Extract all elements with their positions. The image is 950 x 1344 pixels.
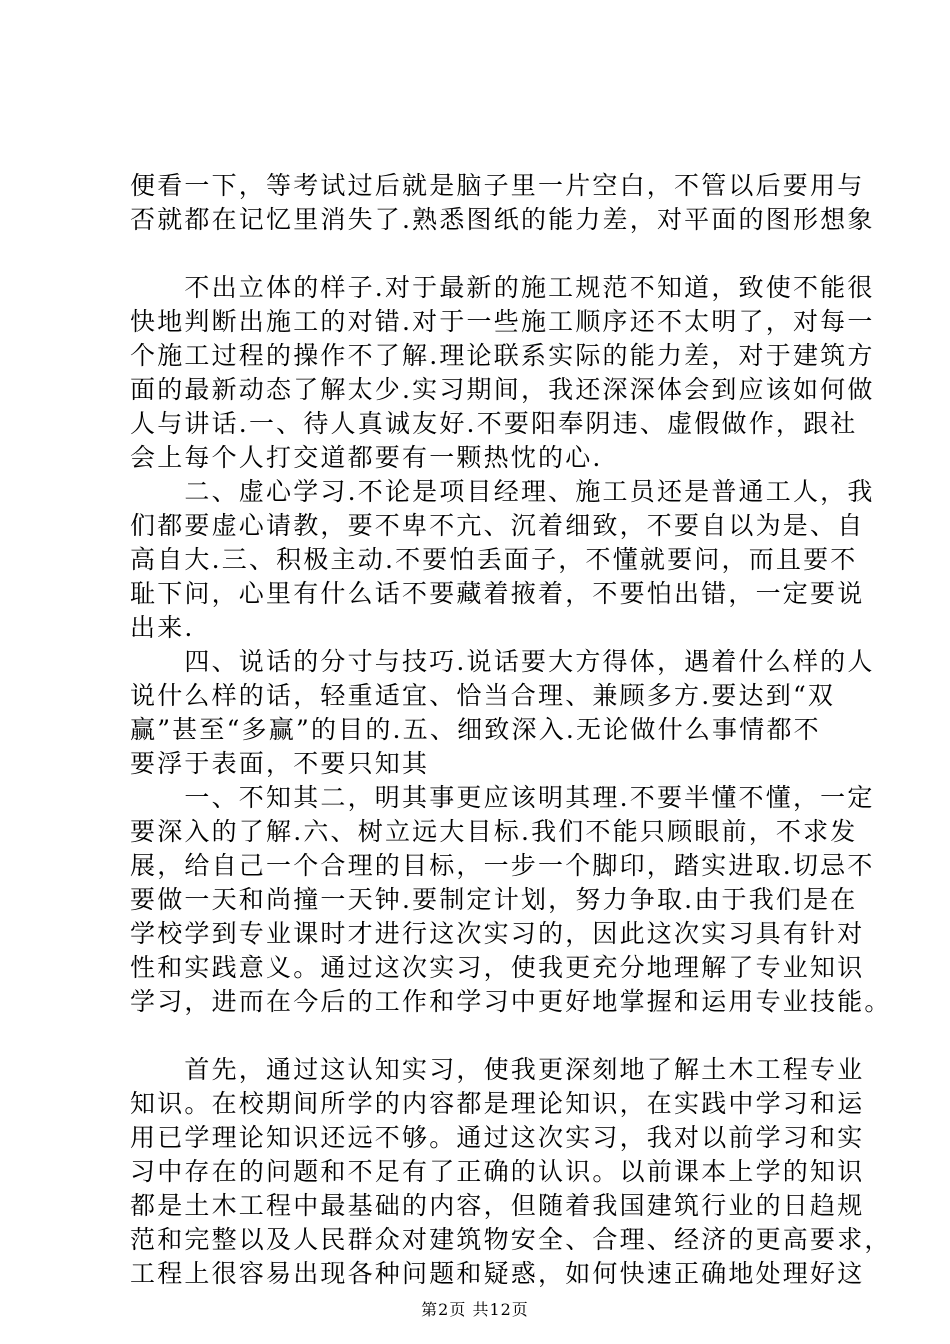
text-line: 用已学理论知识还远不够。通过这次实习，我对以前学习和实 [130,1123,865,1152]
text-line: 要深入的了解.六、树立远大目标.我们不能只顾眼前，不求发 [130,817,858,846]
text-line: 工程上很容易出现各种问题和疑惑，如何快速正确地处理好这 [130,1259,865,1288]
text-line: 首先，通过这认知实习，使我更深刻地了解土木工程专业 [130,1055,865,1084]
text-line: 展，给自己一个合理的目标，一步一个脚印，踏实进取.切忌不 [130,851,875,880]
text-line: 一、不知其二，明其事更应该明其理.不要半懂不懂，一定 [130,783,875,812]
text-line: 性和实践意义。通过这次实习，使我更充分地理解了专业知识 [130,953,865,982]
text-line: 习中存在的问题和不足有了正确的认识。以前课本上学的知识 [130,1157,865,1186]
text-line: 们都要虚心请教，要不卑不亢、沉着细致，不要自以为是、自 [130,511,865,540]
text-line: 说什么样的话，轻重适宜、恰当合理、兼顾多方.要达到“双 [130,681,836,710]
text-line: 高自大.三、积极主动.不要怕丢面子，不懂就要问，而且要不 [130,545,858,574]
text-line: 二、虚心学习.不论是项目经理、施工员还是普通工人，我 [130,477,875,506]
text-line: 四、说话的分寸与技巧.说话要大方得体，遇着什么样的人 [130,647,875,676]
text-line: 不出立体的样子.对于最新的施工规范不知道，致使不能很 [130,273,875,302]
text-line: 人与讲话.一、待人真诚友好.不要阳奉阴违、虚假做作，跟社 [130,409,858,438]
text-line: 快地判断出施工的对错.对于一些施工顺序还不太明了，对每一 [130,307,875,336]
text-line: 面的最新动态了解太少.实习期间，我还深深体会到应该如何做 [130,375,875,404]
text-line: 便看一下，等考试过后就是脑子里一片空白，不管以后要用与 [130,171,865,200]
text-line: 个施工过程的操作不了解.理论联系实际的能力差，对于建筑方 [130,341,875,370]
text-line: 赢”甚至“多赢”的目的.五、细致深入.无论做什么事情都不 [130,715,821,744]
text-line: 学习，进而在今后的工作和学习中更好地掌握和运用专业技能。 [130,987,892,1016]
text-line: 出来. [130,613,195,642]
text-line: 都是土木工程中最基础的内容，但随着我国建筑行业的日趋规 [130,1191,865,1220]
text-line: 耻下问，心里有什么话不要藏着掖着，不要怕出错，一定要说 [130,579,865,608]
text-line: 学校学到专业课时才进行这次实习的，因此这次实习具有针对 [130,919,865,948]
text-line: 知识。在校期间所学的内容都是理论知识，在实践中学习和运 [130,1089,865,1118]
text-line: 否就都在记忆里消失了.熟悉图纸的能力差，对平面的图形想象 [130,205,875,234]
text-line: 要浮于表面，不要只知其 [130,749,430,778]
text-line: 范和完整以及人民群众对建筑物安全、合理、经济的更高要求， [130,1225,892,1254]
text-line: 会上每个人打交道都要有一颗热忱的心. [130,443,603,472]
page-number: 第2页 共12页 [421,1300,529,1319]
text-line: 要做一天和尚撞一天钟.要制定计划，努力争取.由于我们是在 [130,885,858,914]
